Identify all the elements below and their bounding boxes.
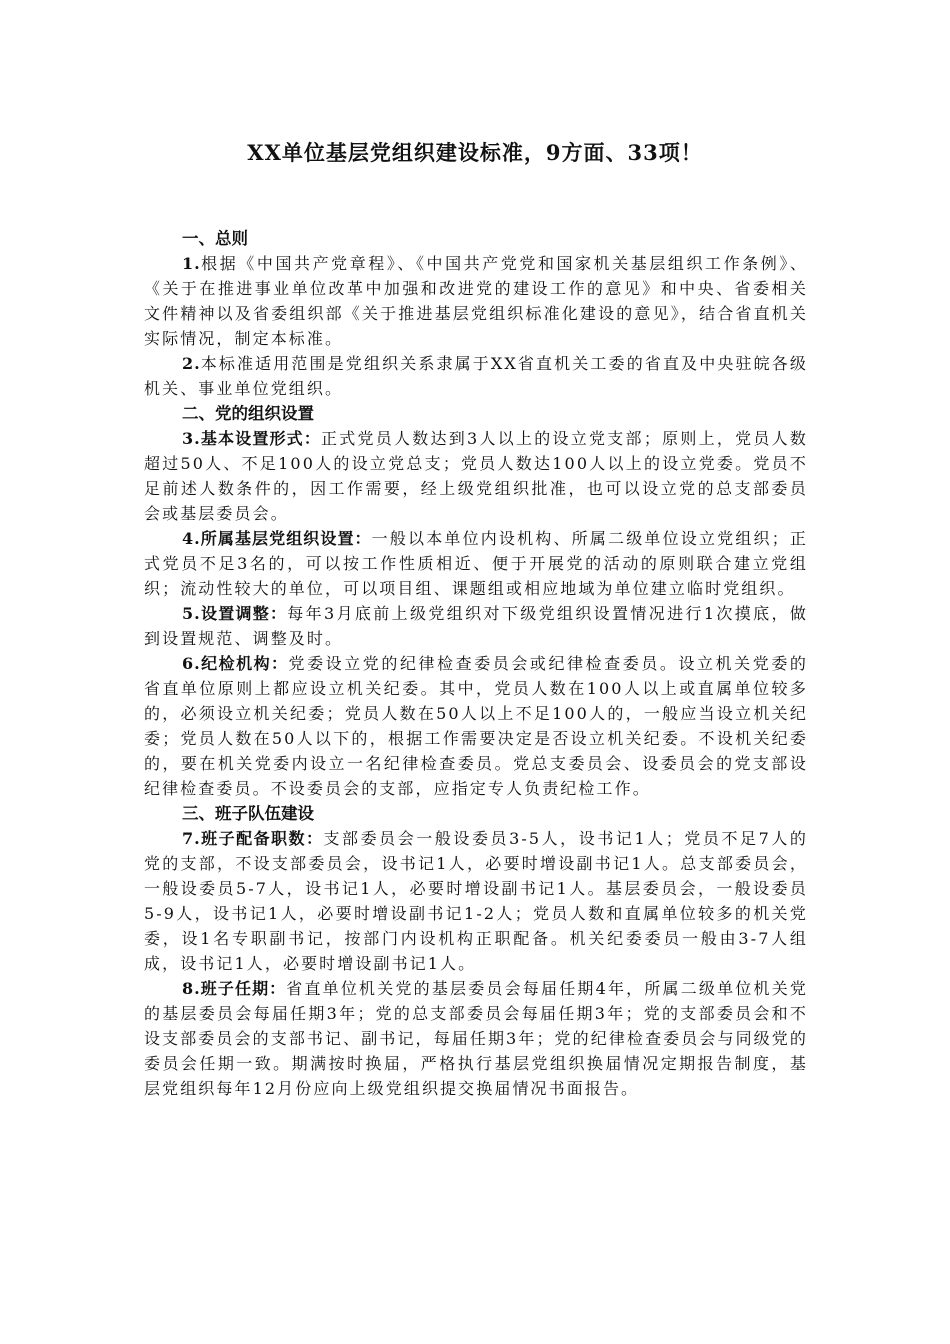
paragraph-text: 支部委员会一般设委员3-5人，设书记1人；党员不足7人的党的支部，不设支部委员会，设书记1人，必要时增设副书记1人。总支部委员会，一般设委员5-7人，设书记1人，必要时增设副书记1人。基层委员会，一般设委员5-9人，设书记1人，必要时增设副书记1-2人；党员人数和直属单位较多的机关党委，设1名专职副书记，按部门内设机构正职配备。机关纪委委员一般由3-7人组成，设书记1人，必要时增设副书记1人。 [144, 829, 808, 973]
paragraph-text: 省直单位机关党的基层委员会每届任期4年，所属二级单位机关党的基层委员会每届任期3年；党的总支部委员会每届任期3年；党的支部委员会和不设支部委员会的支部书记、副书记，每届任期3年；党的纪律检查委员会与同级党的委员会任期一致。期满按时换届，严格执行基层党组织换届情况定期报告制度，基层党组织每年12月份应向上级党组织提交换届情况书面报告。 [144, 979, 808, 1098]
paragraph-text: 本标准适用范围是党组织关系隶属于XX省直机关工委的省直及中央驻皖各级机关、事业单位党组织。 [144, 354, 808, 398]
paragraph-lead: 2. [182, 354, 201, 373]
paragraph [144, 251, 808, 351]
paragraph-text: 根据《中国共产党章程》、《中国共产党党和国家机关基层组织工作条例》、《关于在推进事业单位改革中加强和改进党的建设工作的意见》和中央、省委相关文件精神以及省委组织部《关于推进基层党组织标准化建设的意见》，结合省直机关实际情况，制定本标准。 [144, 254, 808, 348]
document-title: XX单位基层党组织建设标准，9方面、33项！ [247, 140, 703, 165]
paragraph-lead: 6.纪检机构： [182, 654, 289, 673]
section-heading: 二、党的组织设置 [182, 404, 314, 423]
paragraph-text: 每年3月底前上级党组织对下级党组织设置情况进行1次摸底，做到设置规范、调整及时。 [144, 604, 808, 648]
paragraph-lead: 8.班子任期： [182, 979, 287, 998]
paragraph-lead: 7.班子配备职数： [182, 829, 324, 848]
paragraph-text: 正式党员人数达到3人以上的设立党支部；原则上，党员人数超过50人、不足100人的设立党总支；党员人数达100人以上的设立党委。党员不足前述人数条件的，因工作需要，经上级党组织批准，也可以设立党的总支部委员会或基层委员会。 [144, 429, 808, 523]
paragraph [144, 526, 808, 601]
paragraph-lead: 1. [182, 254, 201, 273]
section-heading: 三、班子队伍建设 [182, 804, 314, 823]
paragraph [144, 426, 808, 526]
paragraph-text: 一般以本单位内设机构、所属二级单位设立党组织；正式党员不足3名的，可以按工作性质相近、便于开展党的活动的原则联合建立党组织；流动性较大的单位，可以项目组、课题组或相应地域为单位建立临时党组织。 [144, 529, 808, 598]
paragraph-lead: 5.设置调整： [182, 604, 288, 623]
paragraph-lead: 3.基本设置形式： [182, 429, 321, 448]
paragraph-text: 党委设立党的纪律检查委员会或纪律检查委员。设立机关党委的省直单位原则上都应设立机关纪委。其中，党员人数在100人以上或直属单位较多的，必须设立机关纪委；党员人数在50人以上不足100人的，一般应当设立机关纪委；党员人数在50人以下的，根据工作需要决定是否设立机关纪委。不设机关纪委的，要在机关党委内设立一名纪律检查委员。党总支委员会、设委员会的党支部设纪律检查委员。不设委员会的支部，应指定专人负责纪检工作。 [144, 654, 808, 798]
paragraph [144, 651, 808, 801]
paragraph [144, 351, 808, 401]
paragraph-lead: 4.所属基层党组织设置： [182, 529, 372, 548]
document-body [144, 226, 808, 1101]
section-heading: 一、总则 [182, 229, 248, 248]
paragraph [144, 601, 808, 651]
paragraph [144, 976, 808, 1101]
paragraph [144, 826, 808, 976]
